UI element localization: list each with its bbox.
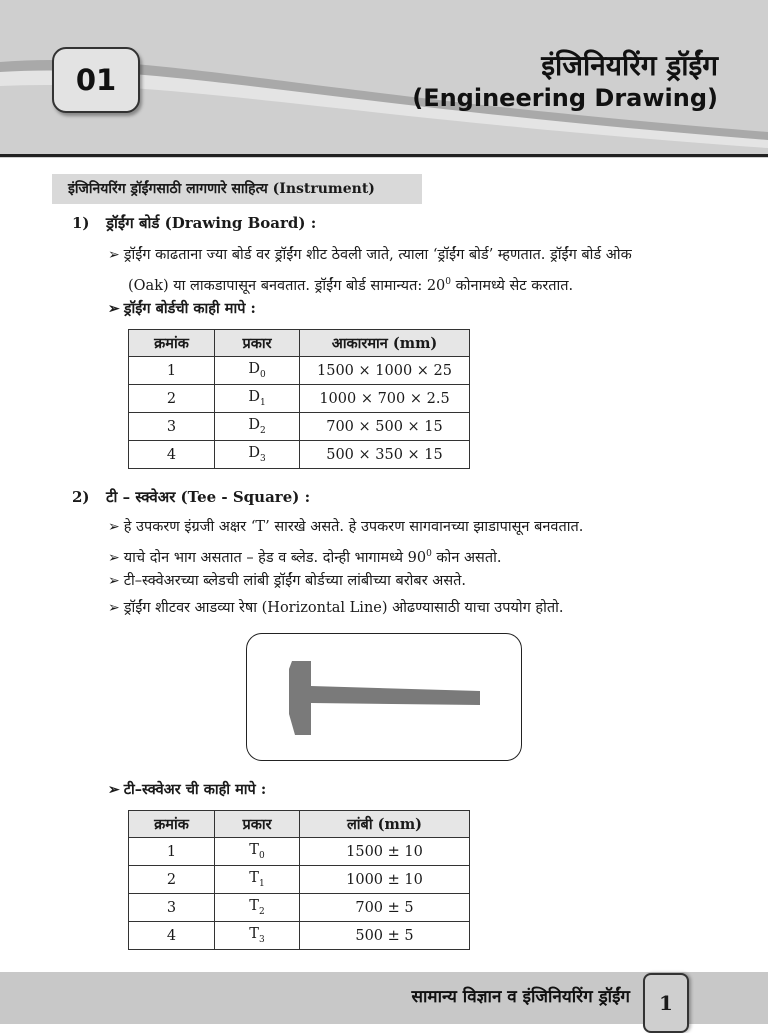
section-title: इंजिनियरिंग ड्रॉईंगसाठी लागणारे साहित्य (Instrument) [52,174,422,204]
tee-square-heading [72,487,310,507]
column-header: प्रकार [215,330,300,357]
column-header: आकारमान (mm) [300,330,470,357]
tee-square-illustration [246,633,522,761]
bullet-arrow-icon: ➢ [108,301,120,317]
tee-square-table [128,810,470,950]
table-row: 4 $D_3$ 500 × 350 × 15 [129,441,470,469]
column-header: क्रमांक [129,811,215,838]
tee-square-dims-label: ➢ टी–स्क्वेअर ची काही मापे : [108,781,267,798]
bullet-arrow-icon: ➢ [108,782,120,798]
page-number: 1 [643,973,689,1033]
header-divider [0,154,768,157]
table-row: 2 $T_1$ 1000 ± 10 [129,866,470,894]
column-header: क्रमांक [129,330,215,357]
table-header-row [129,330,470,357]
drawing-board-table [128,329,470,469]
table-row: 2 $D_1$ 1000 × 700 × 2.5 [129,385,470,413]
heading-number: 1) [72,214,90,232]
tee-square-point-4: ➢ ड्रॉईंग शीटवर आडव्या रेषा (Horizontal Line) ओढण्यासाठी याचा उपयोग होतो. [108,600,564,616]
table-row: 3 $D_2$ 700 × 500 × 15 [129,413,470,441]
column-header: लांबी (mm) [300,811,470,838]
table-row: 1 $T_0$ 1500 ± 10 [129,838,470,866]
tee-square-point-2: ➢ याचे दोन भाग असतात – हेड व ब्लेड. दोन्ही भागामध्ये $90^0$ कोन असतो. [108,549,502,566]
heading-text: ड्रॉईंग बोर्ड (Drawing Board) : [106,214,317,232]
chapter-title-english: (Engineering Drawing) [412,84,718,112]
heading-text: टी – स्क्वेअर (Tee - Square) : [106,488,311,506]
bullet-arrow-icon: ➢ [108,247,120,263]
bullet-arrow-icon: ➢ [108,573,120,589]
tee-square-icon [247,634,521,760]
table-header-row [129,811,470,838]
tee-square-point-1: ➢ हे उपकरण इंग्रजी अक्षर ‘T’ सारखे असते. हे उपकरण सागवानच्या झाडापासून बनवतात. [108,519,584,535]
chapter-number-badge: 01 [52,47,140,113]
table-row: 4 $T_3$ 500 ± 5 [129,922,470,950]
bullet-arrow-icon: ➢ [108,600,120,616]
column-header: प्रकार [215,811,300,838]
drawing-board-dims-label: ➢ ड्रॉईंग बोर्डची काही मापे : [108,300,256,317]
drawing-board-description-cont: (Oak) या लाकडापासून बनवतात. ड्रॉईंग बोर्ड सामान्यत: $20^0$ कोनामध्ये सेट करतात. [128,277,574,294]
drawing-board-heading [72,213,316,233]
table-row: 3 $T_2$ 700 ± 5 [129,894,470,922]
table-row: 1 $D_0$ 1500 × 1000 × 25 [129,357,470,385]
bullet-arrow-icon: ➢ [108,549,120,566]
bullet-arrow-icon: ➢ [108,519,120,535]
book-title: सामान्य विज्ञान व इंजिनियरिंग ड्रॉईंग [411,987,630,1007]
chapter-title-marathi: इंजिनियरिंग ड्रॉईंग [541,49,718,82]
tee-square-point-3: ➢ टी–स्क्वेअरच्या ब्लेडची लांबी ड्रॉईंग बोर्डच्या लांबीच्या बरोबर असते. [108,573,466,589]
drawing-board-description: ➢ ड्रॉईंग काढताना ज्या बोर्ड वर ड्रॉईंग शीट ठेवली जाते, त्याला ‘ड्रॉईंग बोर्ड’ म्हणतात. ड्रॉईंग बोर्ड ओक [108,247,632,263]
heading-number: 2) [72,488,90,506]
